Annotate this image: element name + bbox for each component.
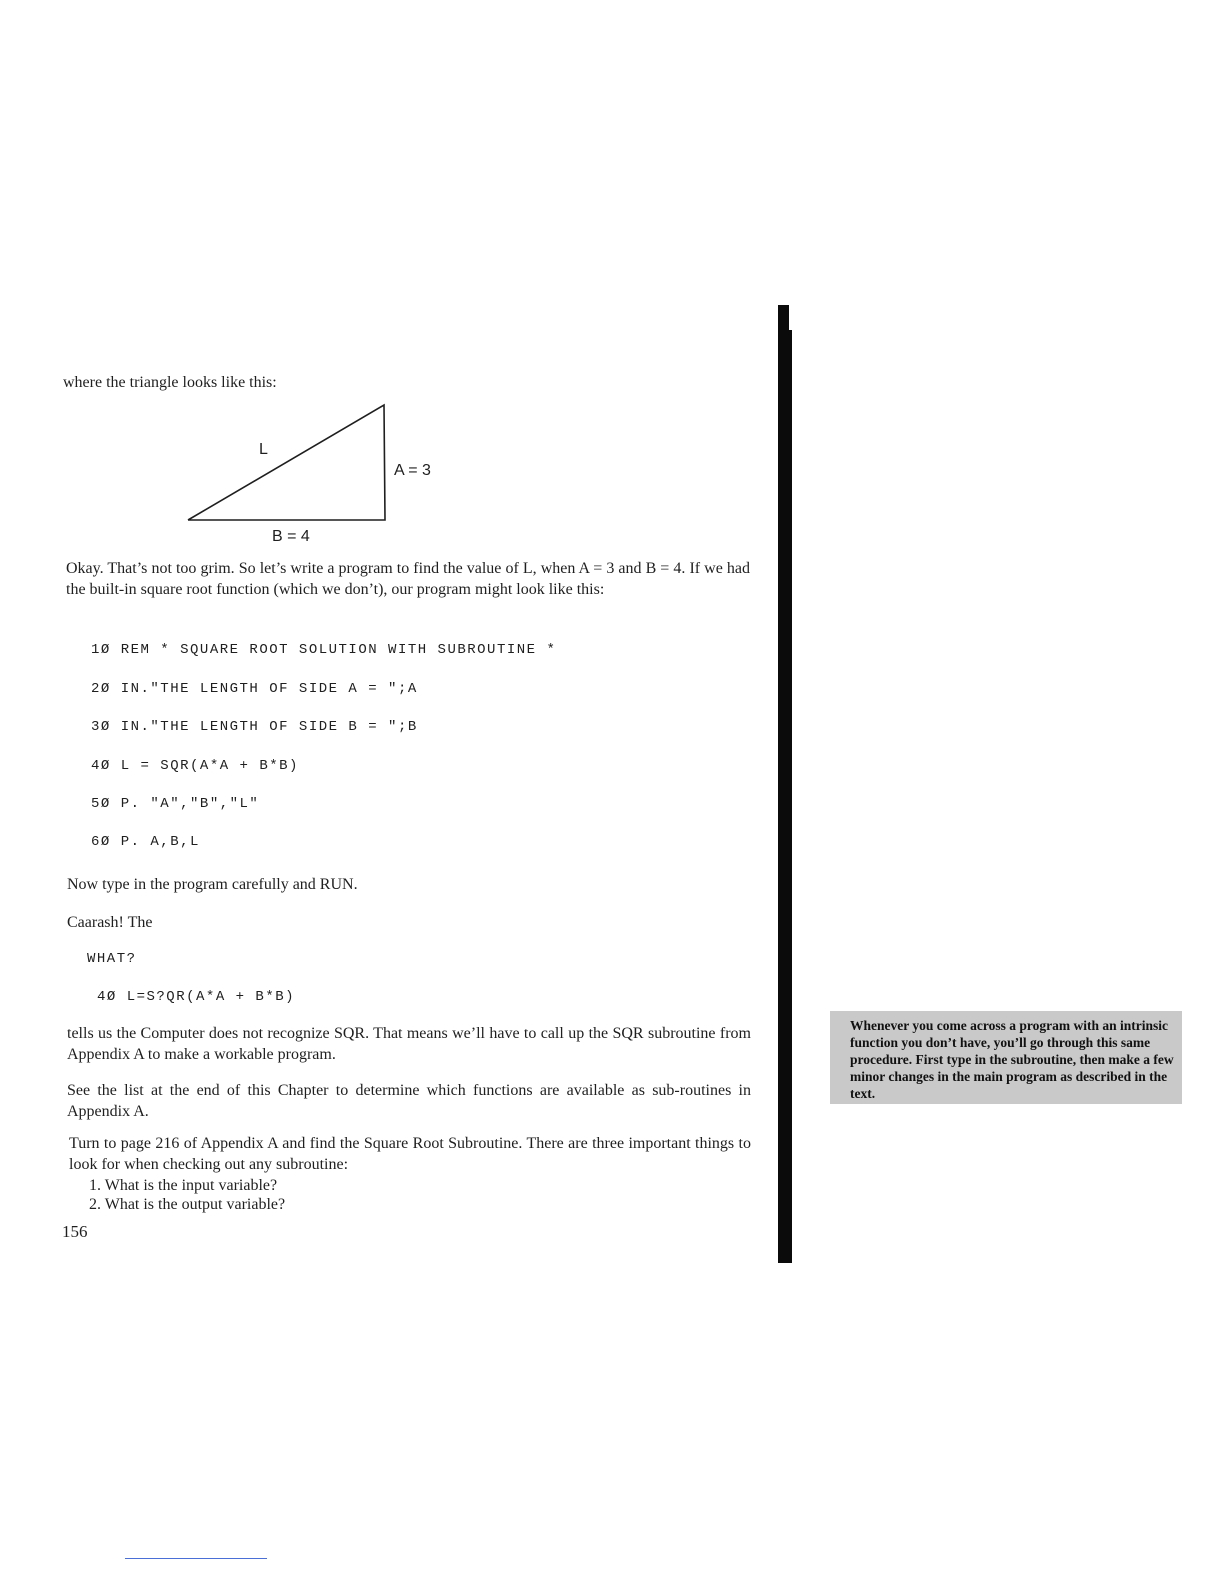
paragraph-caarash: Caarash! The <box>67 914 153 931</box>
intro-text: where the triangle looks like this: <box>63 374 277 391</box>
paragraph-sqr: tells us the Computer does not recognize SQR. That means we’ll have to call up the SQR subroutine from Appendix A to make a workable program. <box>67 1025 751 1063</box>
error-line: WHAT? <box>87 951 137 967</box>
program-line: 4Ø L = SQR(A*A + B*B) <box>91 758 299 774</box>
label-side-b: B = 4 <box>272 528 310 545</box>
margin-note: Whenever you come across a program with an intrinsic function you don’t have, you’ll go through this same procedure. First type in the subroutine, then make a few minor changes in the main program as described in the text. <box>830 1011 1182 1104</box>
page-number: 156 <box>62 1222 88 1241</box>
footnote-rule <box>125 1558 267 1559</box>
program-line: 5Ø P. "A","B","L" <box>91 796 260 812</box>
paragraph-okay: Okay. That’s not too grim. So let’s write a program to find the value of L, when A = 3 and B = 4. If we had the built-in square root function (which we don’t), our program might look like this: <box>66 560 750 598</box>
error-line: 4Ø L=S?QR(A*A + B*B) <box>97 989 296 1005</box>
triangle-diagram <box>180 398 460 550</box>
list-item: 2. What is the output variable? <box>89 1196 286 1213</box>
program-line: 3Ø IN."THE LENGTH OF SIDE B = ";B <box>91 719 418 735</box>
margin-divider-bar-edge <box>786 330 792 1263</box>
program-line: 6Ø P. A,B,L <box>91 834 200 850</box>
paragraph-run: Now type in the program carefully and RUN. <box>67 876 358 893</box>
paragraph-turn: Turn to page 216 of Appendix A and find the Square Root Subroutine. There are three important things to look for when checking out any subroutine: <box>69 1135 751 1173</box>
program-line: 2Ø IN."THE LENGTH OF SIDE A = ";A <box>91 681 418 697</box>
label-side-a: A = 3 <box>394 462 431 479</box>
triangle-outline <box>188 405 385 520</box>
program-line: 1Ø REM * SQUARE ROOT SOLUTION WITH SUBROUTINE * <box>91 642 557 658</box>
label-hypotenuse: L <box>259 441 268 458</box>
paragraph-list: See the list at the end of this Chapter to determine which functions are available as sub-routines in Appendix A. <box>67 1082 751 1120</box>
list-item: 1. What is the input variable? <box>89 1177 278 1194</box>
